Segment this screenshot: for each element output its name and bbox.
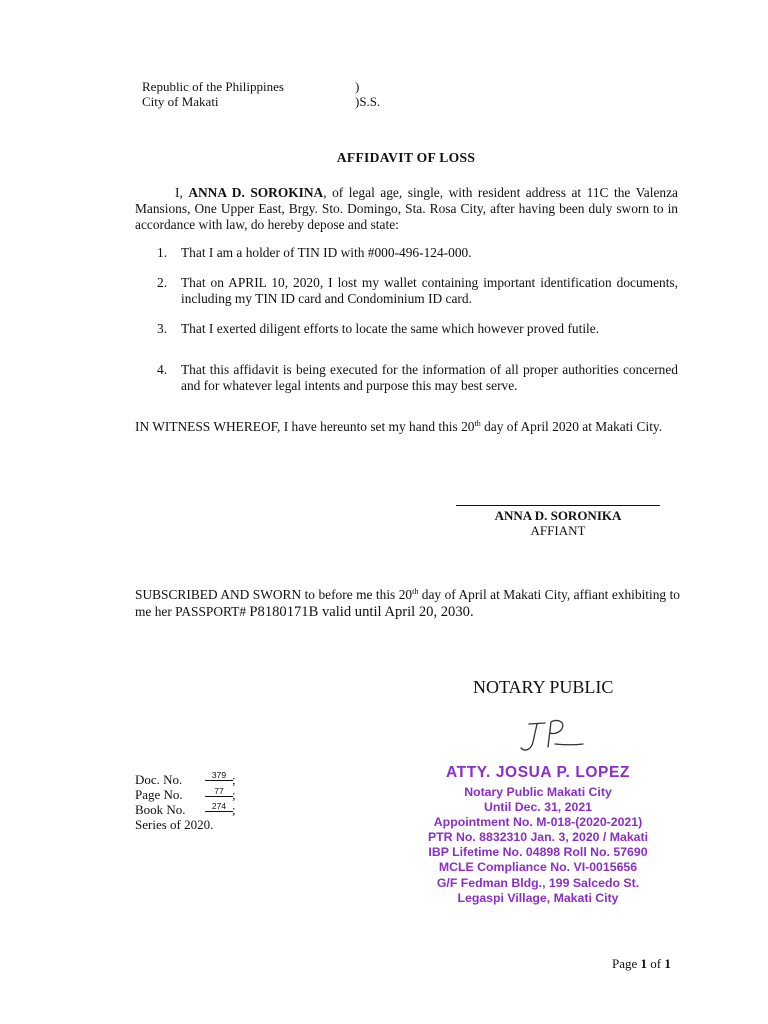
- doc-number-semicolon: ;: [232, 772, 236, 787]
- footer-of-word: of: [647, 956, 665, 971]
- subscribed-ordinal: th: [412, 587, 419, 596]
- list-item-text: That I exerted diligent efforts to locate the same which however proved futile.: [181, 321, 600, 336]
- footer-page-number: 1: [640, 956, 648, 971]
- witness-text-1: IN WITNESS WHEREOF, I have hereunto set my hand this 20: [135, 419, 475, 434]
- venue-mark-2: )S.S.: [355, 94, 381, 109]
- doc-number-value: 379: [205, 771, 233, 781]
- page-number-value: 77: [205, 787, 233, 797]
- affiant-role: AFFIANT: [530, 523, 586, 538]
- notary-stamp-line: MCLE Compliance No. VI-0015656: [438, 860, 638, 874]
- page-number-label: Page No.: [135, 787, 183, 802]
- subscribed-paragraph: [135, 583, 680, 621]
- intro-paragraph: [135, 185, 678, 233]
- list-item-number: 1.: [157, 245, 168, 260]
- list-item-text: That I am a holder of TIN ID with #000-496-124-000.: [181, 245, 472, 260]
- subscribed-text-2: day of April at Makati City, affiant exhibiting to me her PASSPORT#: [135, 587, 680, 619]
- affiant-name-intro: ANNA D. SOROKINA: [188, 185, 324, 200]
- affiant-name: ANNA D. SORONIKA: [494, 508, 622, 523]
- notary-signature: [515, 714, 590, 758]
- affiant-signature-line: [456, 505, 660, 506]
- notary-stamp-name: ATTY. JOSUA P. LOPEZ: [446, 764, 630, 781]
- list-item-number: 2.: [157, 275, 168, 290]
- notary-stamp-line: Legaspi Village, Makati City: [457, 891, 619, 905]
- subscribed-text-1: SUBSCRIBED AND SWORN to before me this 20: [135, 587, 413, 602]
- witness-ordinal: th: [474, 419, 481, 428]
- list-item-text: That this affidavit is being executed for the information of all proper authorities concerned and for whatever legal intents and purpose this may best serve.: [181, 362, 678, 393]
- doc-number-label: Doc. No.: [135, 772, 183, 787]
- venue-line-1: [142, 79, 284, 95]
- book-number-label: Book No.: [135, 802, 186, 817]
- notary-stamp-line: Notary Public Makati City: [464, 785, 612, 799]
- venue-line-2: [142, 94, 219, 110]
- book-number-semicolon: ;: [232, 802, 236, 817]
- intro-prefix: I,: [175, 185, 189, 200]
- book-number-value: 274: [205, 802, 233, 812]
- series-label: Series of 2020.: [135, 817, 214, 832]
- passport-detail: P8180171B valid until April 20, 2030.: [249, 604, 474, 620]
- page-footer: [612, 956, 671, 972]
- footer-page-total: 1: [664, 956, 671, 971]
- list-item-number: 4.: [157, 362, 168, 377]
- notary-stamp-line: PTR No. 8832310 Jan. 3, 2020 / Makati: [427, 830, 649, 844]
- witness-paragraph: [135, 416, 678, 435]
- footer-page-word: Page: [612, 956, 641, 971]
- witness-text-2: day of April 2020 at Makati City.: [480, 419, 663, 434]
- venue-city: City of Makati: [142, 94, 219, 109]
- document-title: AFFIDAVIT OF LOSS: [336, 150, 476, 165]
- venue-country: Republic of the Philippines: [142, 79, 284, 94]
- notary-stamp-line: Until Dec. 31, 2021: [484, 800, 592, 814]
- notary-stamp-line: Appointment No. M-018-(2020-2021): [433, 815, 643, 829]
- notary-stamp-line: G/F Fedman Bldg., 199 Salcedo St.: [436, 876, 640, 890]
- page-number-semicolon: ;: [232, 787, 236, 802]
- notary-stamp-line: IBP Lifetime No. 04898 Roll No. 57690: [428, 845, 648, 859]
- list-item-number: 3.: [157, 321, 168, 336]
- intro-rest: , of legal age, single, with resident address at 11C the Valenza Mansions, One Upper East, Brgy. Sto. Domingo, Sta. Rosa City, after having been duly sworn to in accordance with law, do hereby depose and state:: [135, 185, 678, 232]
- venue-mark-1: ): [355, 79, 360, 94]
- notary-heading: NOTARY PUBLIC: [473, 677, 614, 697]
- list-item-text: That on APRIL 10, 2020, I lost my wallet containing important identification documents, including my TIN ID card and Condominium ID card.: [181, 275, 678, 306]
